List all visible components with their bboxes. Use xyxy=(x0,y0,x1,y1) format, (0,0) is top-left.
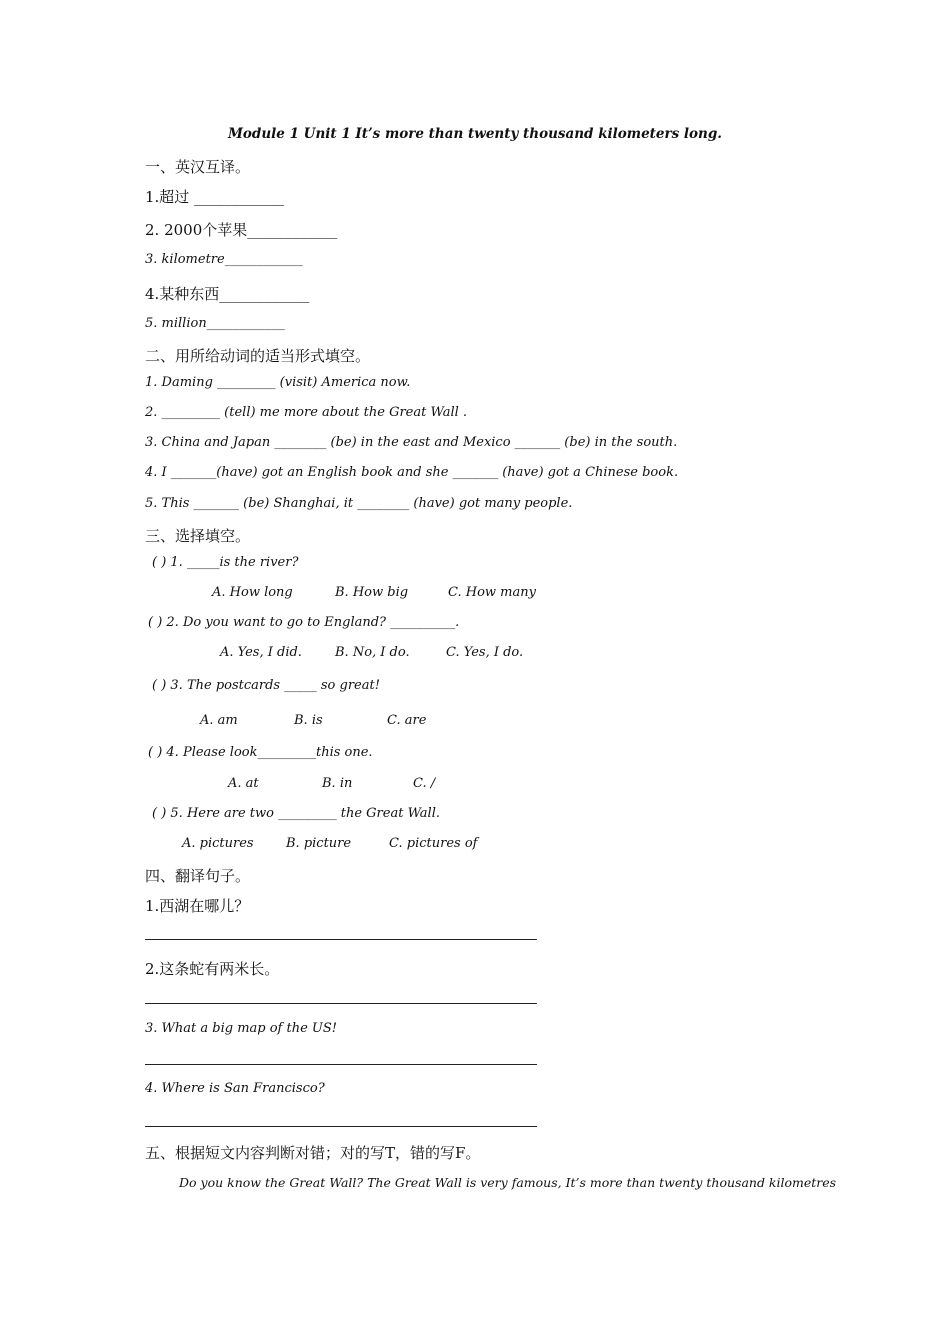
answer-line-1[interactable] xyxy=(145,939,537,940)
s1-item-3: 3. kilometre____________ xyxy=(145,252,303,267)
s3-question-1: ( ) 1. _____is the river? xyxy=(152,555,299,570)
s4-item-2: 2.这条蛇有两米长。 xyxy=(145,960,280,978)
s3-q2-option-c: C. Yes, I do. xyxy=(446,645,524,660)
s3-q1-option-b: B. How big xyxy=(335,585,409,600)
answer-line-2[interactable] xyxy=(145,1003,537,1004)
s4-item-1: 1.西湖在哪儿？ xyxy=(145,897,250,915)
s4-item-3: 3. What a big map of the US! xyxy=(145,1021,338,1036)
s3-question-2: ( ) 2. Do you want to go to England? __________. xyxy=(148,615,460,630)
s3-q5-option-a: A. pictures xyxy=(182,836,254,851)
s2-item-4: 4. I _______(have) got an English book and she _______ (have) got a Chinese book. xyxy=(145,465,679,480)
s2-item-1: 1. Daming _________ (visit) America now. xyxy=(145,375,411,390)
s1-item-5: 5. million____________ xyxy=(145,316,285,331)
answer-line-3[interactable] xyxy=(145,1064,537,1065)
s4-item-4: 4. Where is San Francisco? xyxy=(145,1081,325,1096)
section-3-heading: 三、选择填空。 xyxy=(145,527,251,545)
section-4-heading: 四、翻译句子。 xyxy=(145,867,251,885)
section-1-heading: 一、英汉互译。 xyxy=(145,158,251,176)
s3-q4-option-a: A. at xyxy=(228,776,259,791)
s2-item-3: 3. China and Japan ________ (be) in the east and Mexico _______ (be) in the south. xyxy=(145,435,678,450)
s3-q5-option-b: B. picture xyxy=(286,836,352,851)
s3-q3-option-c: C. are xyxy=(387,713,427,728)
s3-q5-option-c: C. pictures of xyxy=(389,836,478,851)
s2-item-5: 5. This _______ (be) Shanghai, it ________ (have) got many people. xyxy=(145,496,573,511)
s5-passage: Do you know the Great Wall? The Great Wall is very famous, It’s more than twenty thousand kilometres xyxy=(179,1175,837,1190)
s3-question-3: ( ) 3. The postcards _____ so great! xyxy=(152,678,380,693)
s3-q1-option-c: C. How many xyxy=(448,585,536,600)
s1-item-4: 4.某种东西____________ xyxy=(145,285,310,303)
s3-question-4: ( ) 4. Please look_________this one. xyxy=(148,745,373,760)
s3-q4-option-c: C. / xyxy=(413,776,436,791)
s3-question-5: ( ) 5. Here are two _________ the Great Wall. xyxy=(152,806,440,821)
s3-q1-option-a: A. How long xyxy=(212,585,293,600)
s3-q2-option-b: B. No, I do. xyxy=(335,645,410,660)
s2-item-2: 2. _________ (tell) me more about the Great Wall . xyxy=(145,405,468,420)
section-2-heading: 二、用所给动词的适当形式填空。 xyxy=(145,347,371,365)
section-5-heading: 五、根据短文内容判断对错；对的写T，错的写F。 xyxy=(145,1144,481,1162)
answer-line-4[interactable] xyxy=(145,1126,537,1127)
s3-q3-option-b: B. is xyxy=(294,713,323,728)
s1-item-1: 1.超过 ____________ xyxy=(145,188,285,206)
s3-q4-option-b: B. in xyxy=(322,776,353,791)
s3-q2-option-a: A. Yes, I did. xyxy=(220,645,302,660)
page-title: Module 1 Unit 1 It’s more than twenty thousand kilometers long. xyxy=(227,126,723,142)
s3-q3-option-a: A. am xyxy=(200,713,238,728)
s1-item-2: 2. 2000个苹果____________ xyxy=(145,221,338,239)
